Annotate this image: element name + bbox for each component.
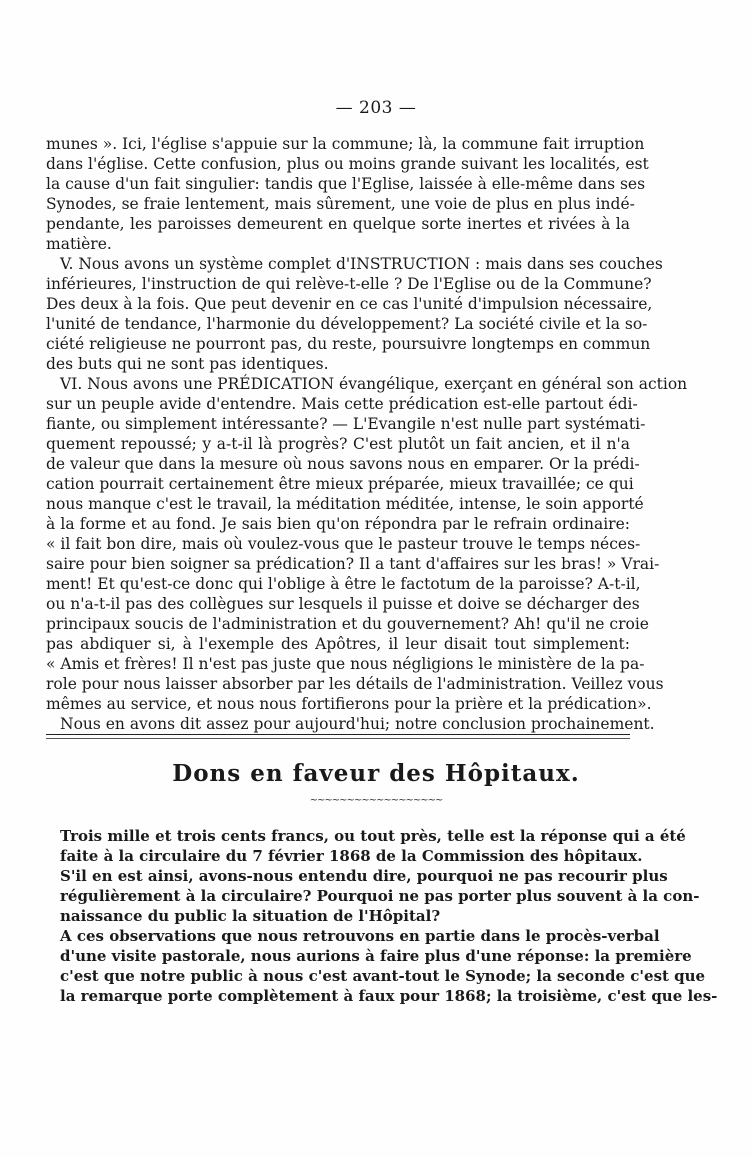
- text-line: Synodes, se fraie lentement, mais sûrement, une voie de plus en plus indé-: [46, 195, 635, 213]
- text-line: fiante, ou simplement intéressante? — L'Evangile n'est nulle part systémati-: [46, 415, 646, 433]
- text-line: pendante, les paroisses demeurent en quelque sorte inertes et rivées à la: [46, 215, 630, 233]
- divider-rule-thick: [46, 734, 630, 735]
- text-line: ou n'a-t-il pas des collègues sur lesquels il puisse et doive se décharger des: [46, 595, 640, 613]
- text-line: inférieures, l'instruction de qui relève-t-elle ? De l'Eglise ou de la Commune?: [46, 275, 652, 293]
- section-divider: [46, 734, 630, 739]
- text-line: « Amis et frères! Il n'est pas juste que nous négligions le ministère de la pa-: [46, 655, 645, 673]
- text-line: saire pour bien soigner sa prédication? Il a tant d'affaires sur les bras! » Vrai-: [46, 555, 660, 573]
- text-line: cation pourrait certainement être mieux préparée, mieux travaillée; ce qui: [46, 475, 634, 493]
- text-line: principaux soucis de l'administration et du gouvernement? Ah! qu'il ne croie: [46, 615, 649, 633]
- text-line: Nous en avons dit assez pour aujourd'hui; notre conclusion prochainement.: [60, 715, 655, 733]
- text-line: VI. Nous avons une PRÉDICATION évangélique, exerçant en général son action: [60, 375, 688, 393]
- section-2-body: [60, 826, 718, 1006]
- text-line: mêmes au service, et nous nous fortifierons pour la prière et la prédication».: [46, 695, 652, 713]
- page-number: — 203 —: [335, 98, 417, 118]
- text-line: ciété religieuse ne pourront pas, du reste, poursuivre longtemps en commun: [46, 335, 651, 353]
- text-line: « il fait bon dire, mais où voulez-vous que le pasteur trouve le temps néces-: [46, 535, 641, 553]
- text-line: Des deux à la fois. Que peut devenir en ce cas l'unité d'impulsion nécessaire,: [46, 295, 653, 313]
- text-line: c'est que notre public à nous c'est avant-tout le Synode; la seconde c'est que: [60, 967, 706, 985]
- text-line: S'il en est ainsi, avons-nous entendu dire, pourquoi ne pas recourir plus: [60, 867, 668, 885]
- text-line: la cause d'un fait singulier: tandis que l'Eglise, laissée à elle-même dans ses: [46, 175, 646, 193]
- text-line: à la forme et au fond. Je sais bien qu'on répondra par le refrain ordinaire:: [46, 515, 630, 533]
- section-1-body: [46, 134, 688, 734]
- text-line: ment! Et qu'est-ce donc qui l'oblige à être le factotum de la paroisse? A-t-il,: [46, 575, 641, 593]
- text-line: d'une visite pastorale, nous aurions à faire plus d'une réponse: la première: [60, 947, 692, 965]
- text-line: role pour nous laisser absorber par les détails de l'administration. Veillez vous: [46, 675, 664, 693]
- text-line: sur un peuple avide d'entendre. Mais cette prédication est-elle partout édi-: [46, 395, 638, 413]
- text-line: l'unité de tendance, l'harmonie du développement? La société civile et la so-: [46, 315, 648, 333]
- text-line: nous manque c'est le travail, la méditation méditée, intense, le soin apporté: [46, 495, 644, 513]
- text-line: régulièrement à la circulaire? Pourquoi ne pas porter plus souvent à la con-: [60, 887, 700, 905]
- text-line: faite à la circulaire du 7 février 1868 de la Commission des hôpitaux.: [60, 847, 643, 865]
- section-title: Dons en faveur des Hôpitaux.: [172, 760, 580, 787]
- text-line: quement repoussé; y a-t-il là progrès? C'est plutôt un fait ancien, et il n'a: [46, 435, 630, 453]
- text-line: de valeur que dans la mesure où nous savons nous en emparer. Or la prédi-: [46, 455, 640, 473]
- text-line: A ces observations que nous retrouvons en partie dans le procès-verbal: [60, 927, 660, 945]
- ornament-flourish: ~~~~~~~~~~~~~~~~~~: [309, 795, 443, 806]
- text-line: pas abdiquer si, à l'exemple des Apôtres, il leur disait tout simplement:: [46, 635, 630, 653]
- text-line: Trois mille et trois cents francs, ou tout près, telle est la réponse qui a été: [60, 827, 686, 845]
- text-line: matière.: [46, 235, 112, 253]
- text-line: munes ». Ici, l'église s'appuie sur la commune; là, la commune fait irruption: [46, 135, 645, 153]
- text-line: la remarque porte complètement à faux pour 1868; la troisième, c'est que les-: [60, 987, 718, 1005]
- text-line: des buts qui ne sont pas identiques.: [46, 355, 329, 373]
- divider-rule-thin: [46, 738, 630, 739]
- text-line: naissance du public la situation de l'Hôpital?: [60, 907, 441, 925]
- text-line: dans l'église. Cette confusion, plus ou moins grande suivant les localités, est: [46, 155, 649, 173]
- text-line: V. Nous avons un système complet d'INSTRUCTION : mais dans ses couches: [60, 255, 663, 273]
